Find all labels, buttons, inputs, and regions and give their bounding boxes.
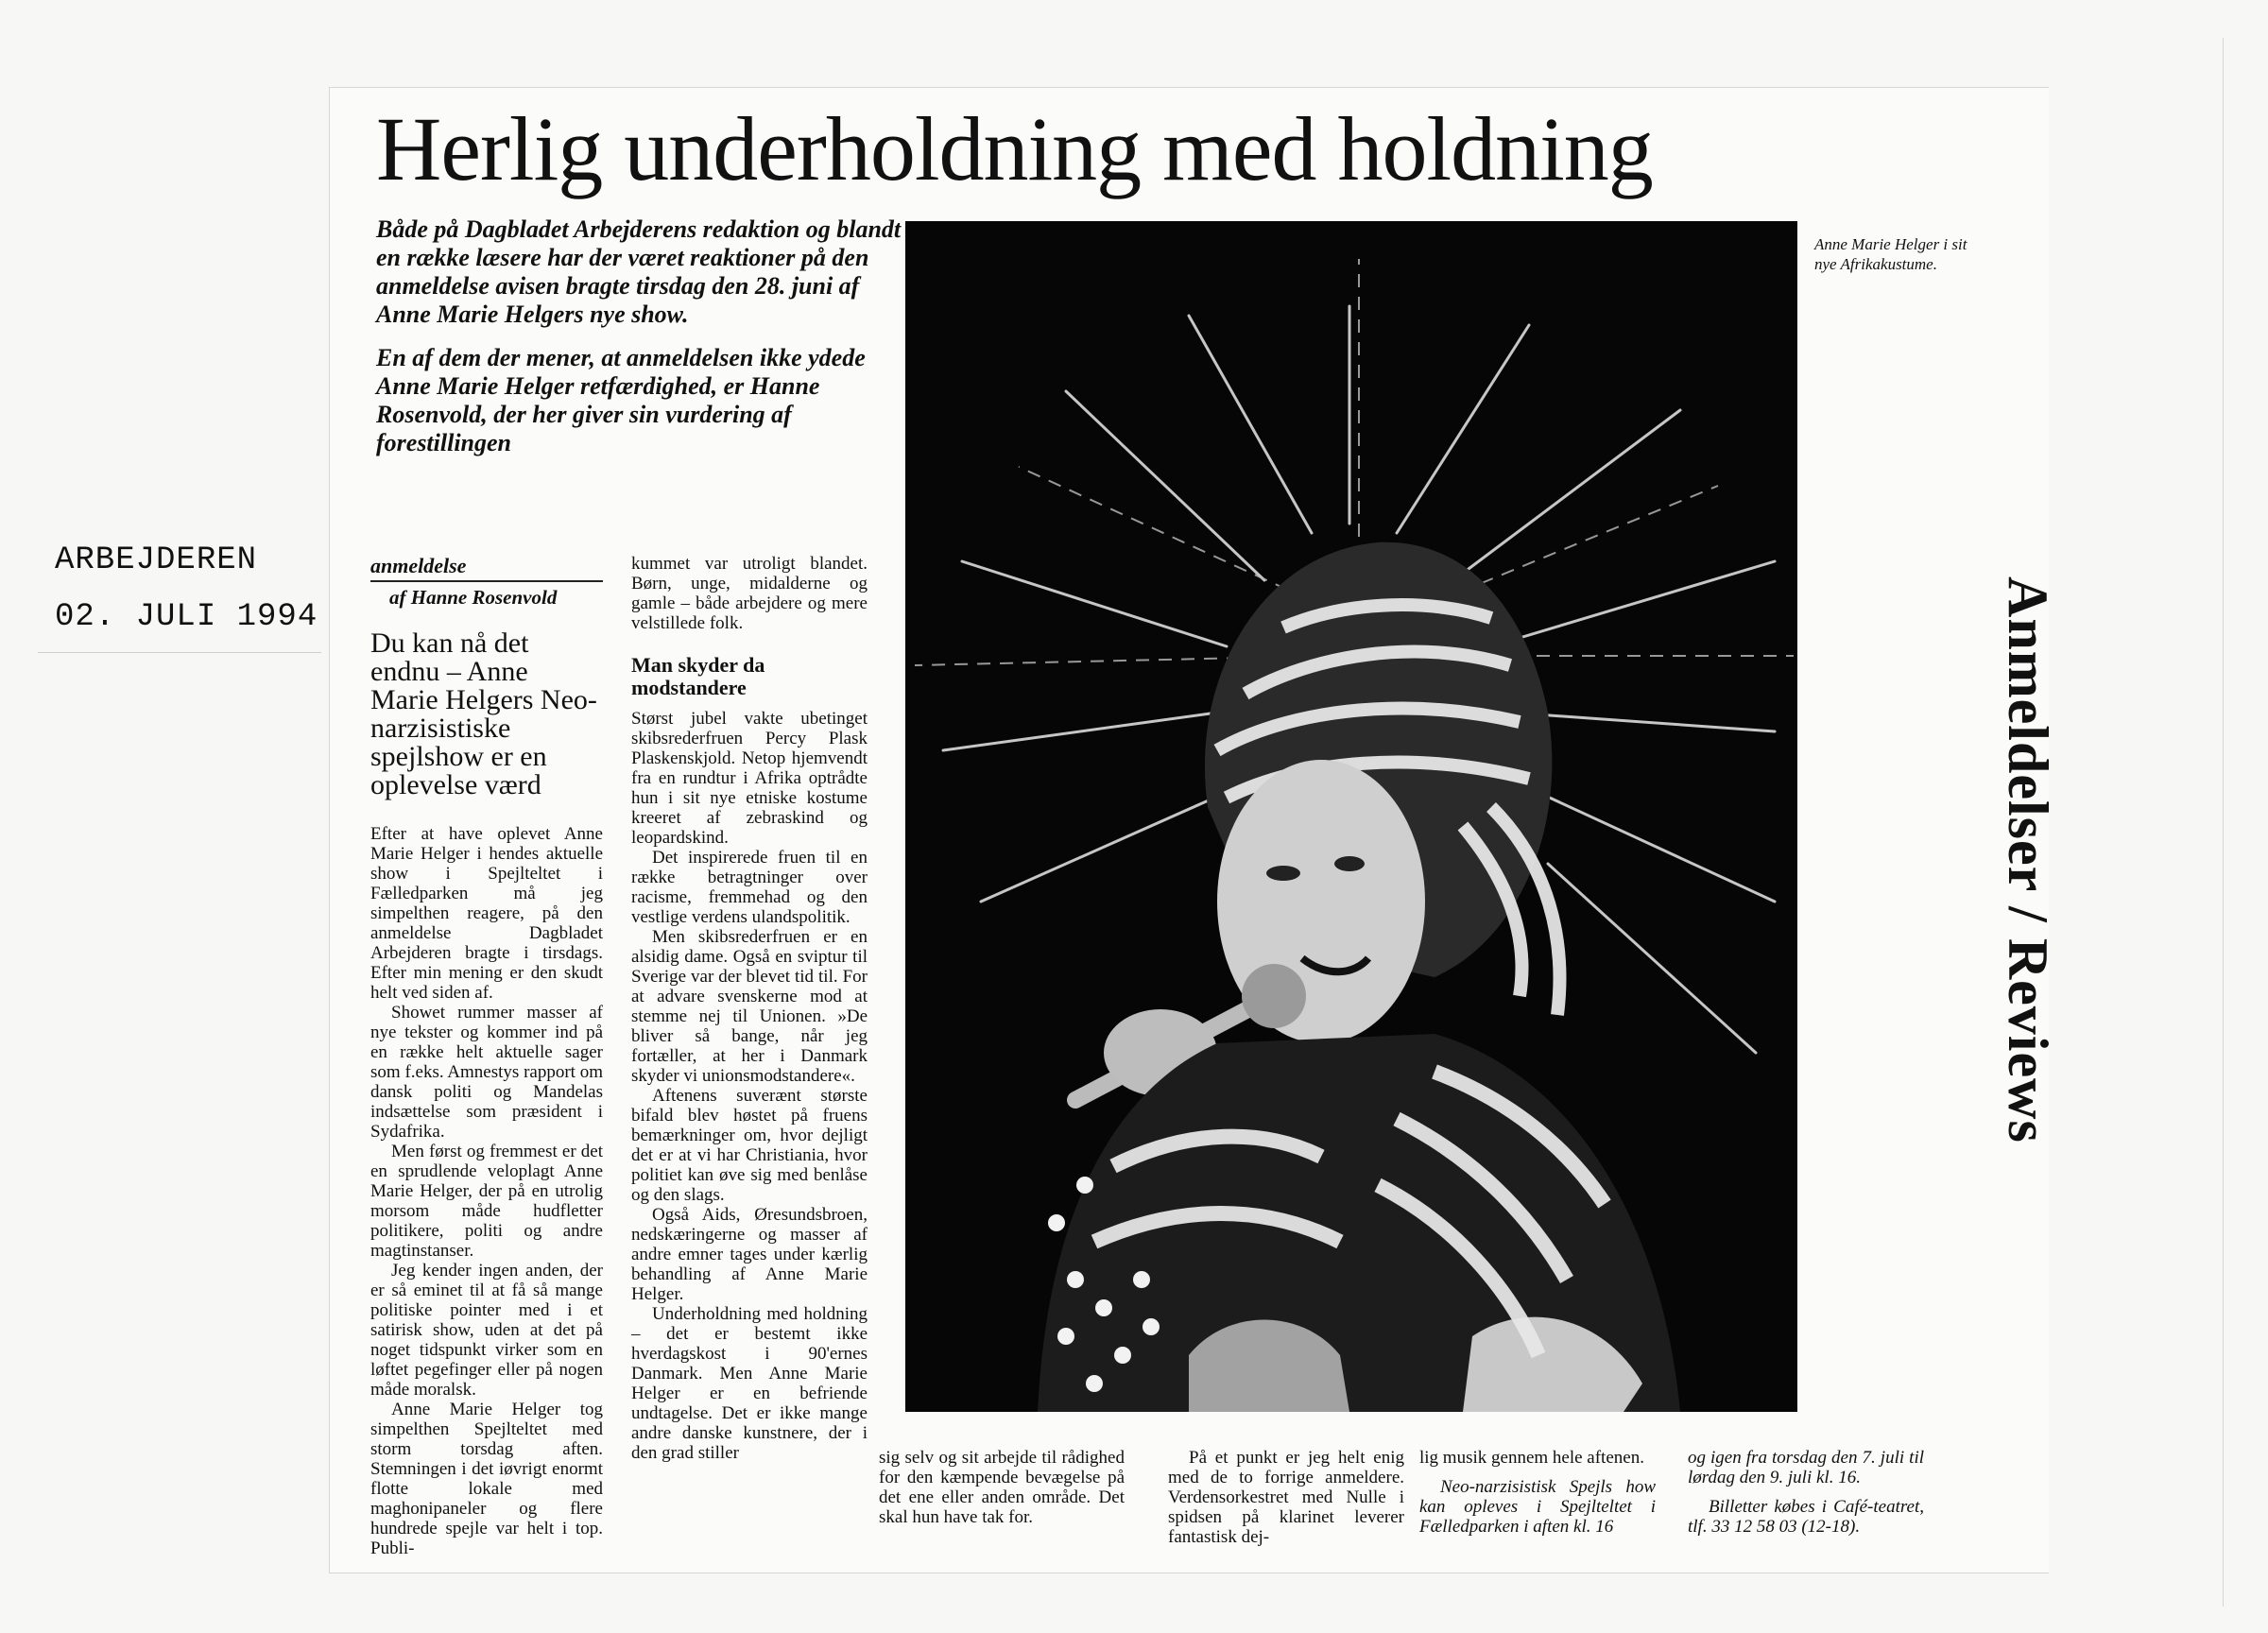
col5-info: Neo-narzisistisk Spejls how kan opleves i Spejlteltet i Fælledparken i aften kl. 16: [1419, 1477, 1656, 1537]
col6-info: Billetter købes i Café-teatret, tlf. 33 12 58 03 (12-18).: [1688, 1497, 1924, 1537]
col1-paragraph-4: Jeg kender ingen anden, der er så eminet til at få så mange politiske pointer med i et satirisk show, uden at det på noget tidspunkt virker som en løftet pegefinger eller på nogen måde moralsk.: [370, 1261, 603, 1400]
photo-caption: Anne Marie Helger i sit nye Afrikakustume.: [1814, 235, 1967, 273]
column-6: [1688, 1448, 1924, 1537]
stamp-paper: ARBEJDEREN: [55, 542, 258, 578]
col2-paragraph-4: Aftenens suverænt største bifald blev høstet på fruens bemærkninger om, hvor dejligt det er at vi har Christiania, hvor politiet kan øve sig med benlåse og den slags.: [631, 1086, 868, 1205]
performer-photo: [905, 221, 1797, 1412]
byline: af Hanne Rosenvold: [389, 586, 558, 609]
col2-paragraph-6: Underholdning med holdning – det er bestemt ikke hverdagskost i 90'ernes Danmark. Men Anne Marie Helger er en befriende undtagelse. Det er ikke mange andre danske kunstnere, der i den grad stiller: [631, 1304, 868, 1463]
scan-edge-right: [2223, 38, 2224, 1607]
lede-paragraph-1: Både på Dagbladet Arbejderens redaktion og blandt en række læsere har der været reaktioner på den anmeldelse avisen bragte tirsdag den 28. juni af Anne Marie Helgers nye show.: [376, 215, 902, 328]
column-4: [1168, 1448, 1404, 1547]
col2-paragraph-5: Også Aids, Øresundsbroen, nedskæringerne og masser af andre emner tages under kærlig behandling af Anne Marie Helger.: [631, 1205, 868, 1304]
column-2-heading: Man skyder da modstandere: [631, 653, 765, 699]
col1-paragraph-5: Anne Marie Helger tog simpelthen Spejlteltet med storm torsdag aften. Stemningen i det iøvrigt enormt flotte lokale med maghonipaneler og flere hundrede spejle var helt i top. Publi-: [370, 1400, 603, 1558]
col2-paragraph-2: Det inspirerede fruen til en række betragtninger over racisme, fremmehad og den vestlige verdens ulandspolitik.: [631, 848, 868, 927]
subhead: Du kan nå det endnu – Anne Marie Helgers Neo-narzisistiske spejlshow er en oplevelse værd: [370, 627, 597, 800]
lede: [376, 215, 905, 473]
headline: Herlig underholdning med holdning: [376, 98, 1653, 199]
stamp-date: 02. JULI 1994: [55, 599, 318, 635]
photo-illustration: [905, 221, 1797, 1412]
scan-edge-top: [329, 87, 2049, 88]
column-1: [370, 824, 603, 1558]
column-5: [1419, 1448, 1656, 1537]
col2-top-paragraph: kummet var utroligt blandet. Børn, unge, midalderne og gamle – både arbejdere og mere velstillede folk.: [631, 554, 868, 633]
lede-paragraph-2: En af dem der mener, at anmeldelsen ikke ydede Anne Marie Helger retfærdighed, er Hanne Rosenvold, der her giver sin vurdering af forestillingen: [376, 344, 866, 456]
column-3: [879, 1448, 1125, 1527]
column-2-top: [631, 554, 868, 633]
kicker-rule: [370, 580, 603, 582]
col4-paragraph: På et punkt er jeg helt enig med de to forrige anmeldere. Verdensorkestret med Nulle i spidsen på klarinet leverer fantastisk dej-: [1168, 1448, 1404, 1547]
col2-paragraph-1: Størst jubel vakte ubetinget skibsrederfruen Percy Plask Plaskenskjold. Netop hjemvendt fra en rundtur i Afrika optrådte hun i sit nye etniske kostume kreeret af zebraskind og leopardskind.: [631, 709, 868, 848]
col1-paragraph-2: Showet rummer masser af nye tekster og kommer ind på en række helt aktuelle sager som f.eks. Amnestys rapport om dansk politi og Mandelas indsættelse som præsident i Sydafrika.: [370, 1003, 603, 1142]
column-2: [631, 709, 868, 1463]
col3-paragraph: sig selv og sit arbejde til rådighed for den kæmpende bevægelse på det ene eller anden område. Det skal hun have tak for.: [879, 1448, 1125, 1527]
scan-edge-left: [329, 87, 330, 1573]
stamp-rule: [38, 652, 321, 653]
col1-paragraph-1: Efter at have oplevet Anne Marie Helger i hendes aktuelle show i Spejlteltet i Fælledparken må jeg simpelthen reagere, på den anmeldelse Dagbladet Arbejderen bragte i tirsdags. Efter min mening er den skudt helt ved siden af.: [370, 824, 603, 1003]
col5-paragraph: lig musik gennem hele aftenen.: [1419, 1448, 1644, 1468]
col6-paragraph: og igen fra torsdag den 7. juli til lørdag den 9. juli kl. 16.: [1688, 1448, 1924, 1487]
kicker: anmeldelse: [370, 554, 467, 577]
section-label: Anmeldelser / Reviews: [1997, 576, 2059, 1143]
col2-paragraph-3: Men skibsrederfruen er en alsidig dame. Også en sviptur til Sverige var der blevet tid til. For at advare svenskerne mod at stemme nej til Unionen. »De bliver så bange, når jeg fortæller, at her i Danmark skyder vi unionsmodstandere«.: [631, 927, 868, 1086]
col1-paragraph-3: Men først og fremmest er det en sprudlende veloplagt Anne Marie Helger, der på en utrolig morsom måde hudfletter politikere, politi og andre magtinstanser.: [370, 1142, 603, 1261]
